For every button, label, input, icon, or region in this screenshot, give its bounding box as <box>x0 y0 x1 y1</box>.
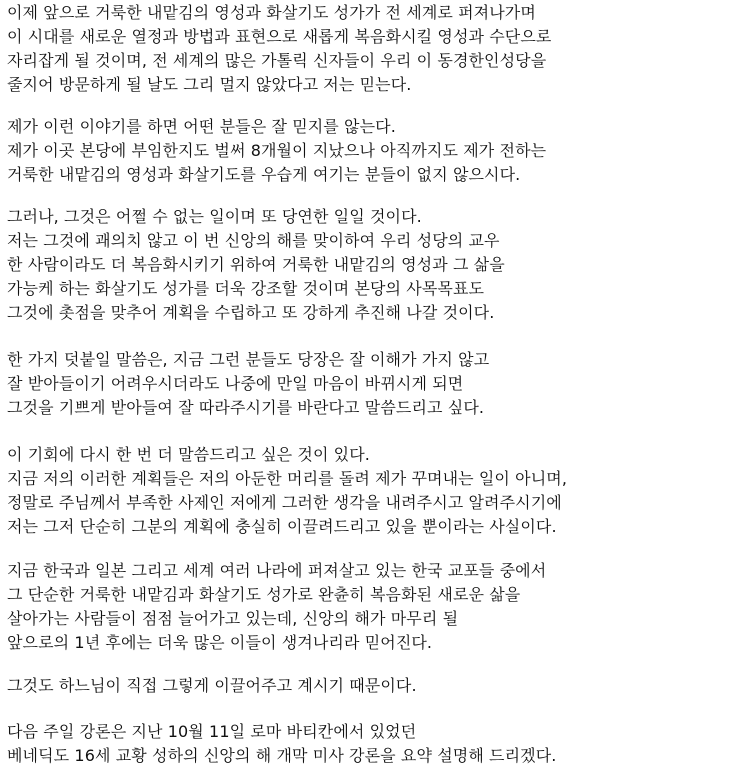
paragraph-2 <box>7 115 546 187</box>
paragraph-7 <box>7 674 417 698</box>
text-line: 가능케 하는 화살기도 성가를 더욱 강조할 것이며 본당의 사목목표도 <box>7 279 485 298</box>
text-line: 제가 이런 이야기를 하면 어떤 분들은 잘 믿지를 않는다. <box>7 117 396 136</box>
paragraph-5 <box>7 443 567 539</box>
paragraph-4 <box>7 348 489 420</box>
text-line: 이제 앞으로 거룩한 내맡김의 영성과 화살기도 성가가 전 세계로 퍼져나가며 <box>7 3 536 22</box>
paragraph-1 <box>7 1 551 97</box>
text-line: 그 단순한 거룩한 내맡김과 화살기도 성가로 완츈히 복음화된 새로운 삶을 <box>7 585 521 604</box>
text-line: 그것도 하느님이 직접 그렇게 이끌어주고 계시기 때문이다. <box>7 676 417 695</box>
text-line: 자리잡게 될 것이며, 전 세계의 많은 가톨릭 신자들이 우리 이 동경한인성당을 <box>7 51 547 70</box>
text-line: 지금 저의 이러한 계획들은 저의 아둔한 머리를 돌려 제가 꾸며내는 일이 아니며, <box>7 469 568 488</box>
text-line: 저는 그저 단순히 그분의 계획에 충실히 이끌려드리고 있을 뿐이라는 사실이다. <box>7 517 557 536</box>
text-line: 거룩한 내맡김의 영성과 화살기도를 우습게 여기는 분들이 없지 않으시다. <box>7 165 521 184</box>
text-line: 한 사람이라도 더 복음화시키기 위하여 거룩한 내맡김의 영성과 그 삶을 <box>7 255 505 274</box>
paragraph-8 <box>7 720 556 768</box>
text-line: 베네딕도 16세 교황 성하의 신앙의 해 개막 미사 강론을 요약 설명해 드리겠다. <box>7 746 557 765</box>
paragraph-3 <box>7 205 505 325</box>
text-line: 한 가지 덧붙일 말씀은, 지금 그런 분들도 당장은 잘 이해가 가지 않고 <box>7 350 490 369</box>
text-line: 줄지어 방문하게 될 날도 그리 멀지 않았다고 저는 믿는다. <box>7 75 412 94</box>
text-line: 다음 주일 강론은 지난 10월 11일 로마 바티칸에서 있었던 <box>7 722 417 741</box>
text-line: 지금 한국과 일본 그리고 세계 여러 나라에 퍼져살고 있는 한국 교포들 중에서 <box>7 561 547 580</box>
text-line: 살아가는 사람들이 점점 늘어가고 있는데, 신앙의 해가 마무리 될 <box>7 609 459 628</box>
text-line: 이 기회에 다시 한 번 더 말씀드리고 싶은 것이 있다. <box>7 445 370 464</box>
paragraph-6 <box>7 559 546 655</box>
text-line: 그것에 촛점을 맞추어 계획을 수립하고 또 강하게 추진해 나갈 것이다. <box>7 303 495 322</box>
text-line: 앞으로의 1년 후에는 더욱 많은 이들이 생겨나리라 믿어진다. <box>7 633 433 652</box>
text-line: 그러나, 그것은 어쩔 수 없는 일이며 또 당연한 일일 것이다. <box>7 207 422 226</box>
text-line: 이 시대를 새로운 열정과 방법과 표현으로 새롭게 복음화시킬 영성과 수단으로 <box>7 27 552 46</box>
text-line: 그것을 기쁘게 받아들여 잘 따라주시기를 바란다고 말씀드리고 싶다. <box>7 398 485 417</box>
text-line: 저는 그것에 괘의치 않고 이 번 신앙의 해를 맞이하여 우리 성당의 교우 <box>7 231 500 250</box>
text-line: 제가 이곳 본당에 부임한지도 벌써 8개월이 지났으나 아직까지도 제가 전하는 <box>7 141 547 160</box>
text-line: 정말로 주님께서 부족한 사제인 저에게 그러한 생각을 내려주시고 알려주시기에 <box>7 493 562 512</box>
text-line: 잘 받아들이기 어려우시더라도 나중에 만일 마음이 바뀌시게 되면 <box>7 374 464 393</box>
